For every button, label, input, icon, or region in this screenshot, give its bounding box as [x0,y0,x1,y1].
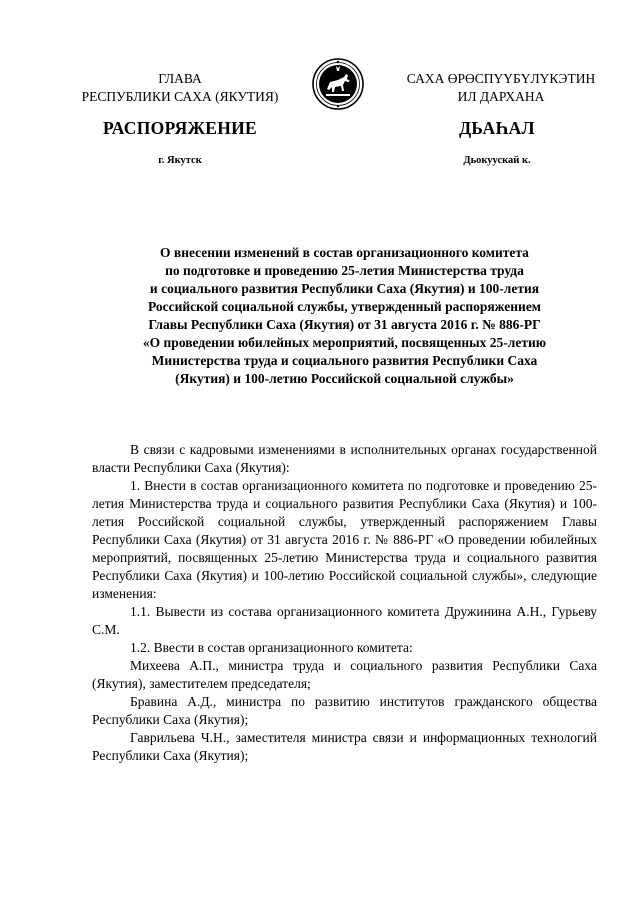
paragraph-member: Михеева А.П., министра труда и социального развития Республики Саха (Якутия), заместителем председателя; [92,658,597,691]
subject-line: Главы Республики Саха (Якутия) от 31 августа 2016 г. № 886-РГ [148,317,541,332]
paragraph-preamble: В связи с кадровыми изменениями в исполнительных органах государственной власти Республики Саха (Якутия): [92,442,597,475]
city-yakut: Дьокуускай к. [463,155,531,166]
paragraph-member: Гаврильева Ч.Н., заместителя министра связи и информационных технологий Республики Саха (Якутия); [92,730,597,763]
issuer-title-yakut: ИЛ ДАРХАНА [457,89,545,104]
city-russian: г. Якутск [158,155,202,166]
subject-line: О внесении изменений в состав организационного комитета [160,245,529,260]
document-type-russian: РАСПОРЯЖЕНИЕ [102,118,257,138]
subject-line: Министерства труда и социального развития Республики Саха [151,353,538,368]
document-type-yakut: ДЬАҺАЛ [459,118,535,138]
issuer-republic-yakut: САХА ӨРӨСПҮҮБҮЛҮКЭТИН [406,71,596,86]
subject-line: по подготовке и проведению 25-летия Министерства труда [165,263,524,278]
paragraph-item-1: 1. Внести в состав организационного комитета по подготовке и проведению 25-летия Министерства труда и социального развития Республики Саха (Якутия) и 100-летия Российской социальной службы, утвержденный распоряжением Главы Республики Саха (Якутия) от 31 августа 2016 г. № 886-РГ «О проведении юбилейных мероприятий, посвященных 25-летию Министерства труда и социального развития Республики Саха (Якутия) и 100-летию Российской социальной службы», следующие изменения: [92,478,597,601]
subject-line: Российской социальной службы, утвержденный распоряжением [147,299,542,314]
paragraph-member: Бравина А.Д., министра по развитию институтов гражданского общества Республики Саха (Якутия); [92,694,597,727]
document-body [92,441,597,765]
coat-of-arms-icon [308,57,368,111]
issuer-republic-russian: РЕСПУБЛИКИ САХА (ЯКУТИЯ) [81,89,279,104]
issuer-title-russian: ГЛАВА [158,71,202,86]
subject-line: «О проведении юбилейных мероприятий, посвященных 25-летию [142,335,547,350]
document-subject [92,244,597,388]
issuer-block-yakut [392,70,610,106]
paragraph-item-1-1: 1.1. Вывести из состава организационного комитета Дружинина А.Н., Гурьеву С.М. [92,604,597,637]
subject-line: и социального развития Республики Саха (Якутия) и 100-летия [149,281,540,296]
issuer-block-russian [80,70,280,106]
subject-line: (Якутия) и 100-летию Российской социальной службы» [175,371,514,386]
paragraph-item-1-2: 1.2. Ввести в состав организационного комитета: [130,640,413,655]
